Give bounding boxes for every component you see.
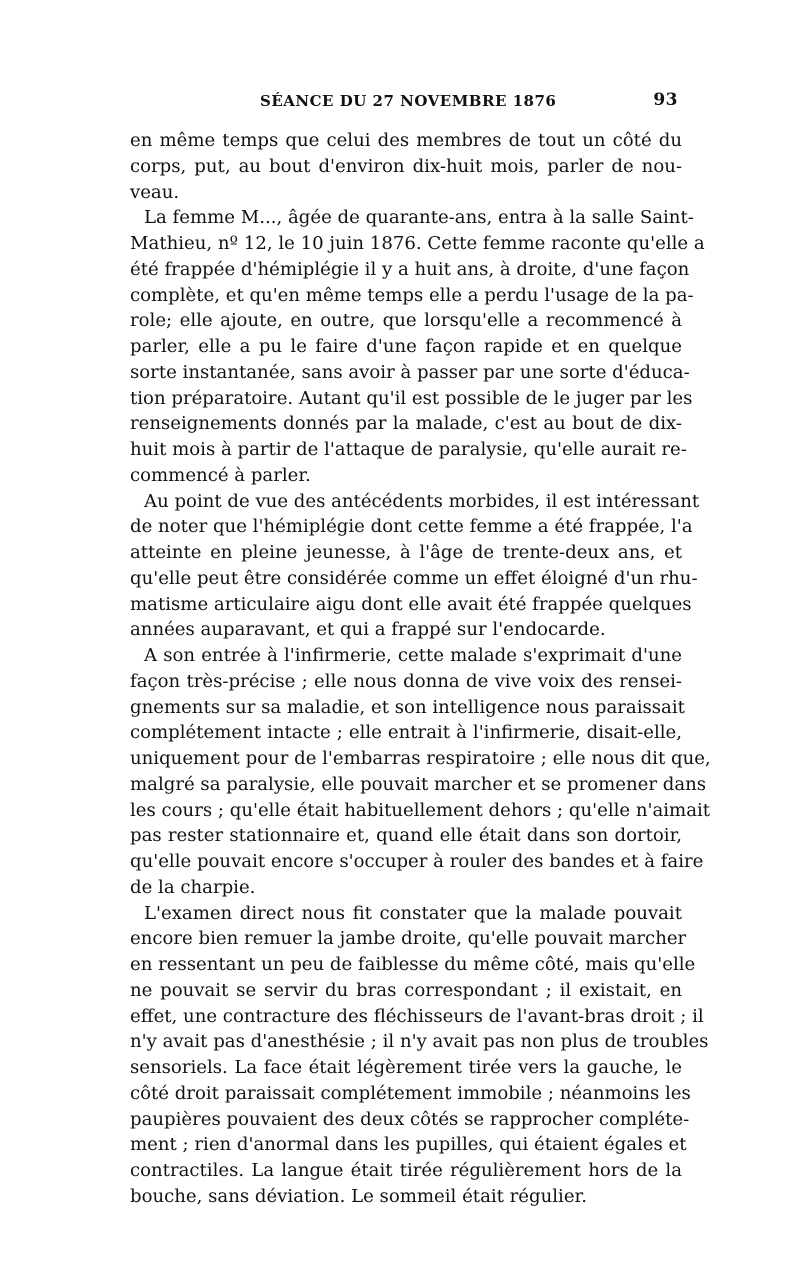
text-line: contractiles. La langue était tirée régulièrement hors de la xyxy=(130,1160,682,1181)
text-line: de la charpie. xyxy=(130,876,256,898)
text-line: été frappée d'hémiplégie il y a huit ans, à droite, d'une façon xyxy=(130,258,690,280)
text-line: pas rester stationnaire et, quand elle était dans son dortoir, xyxy=(130,825,682,847)
text-line: malgré sa paralysie, elle pouvait marcher et se promener dans xyxy=(130,773,707,795)
paragraph xyxy=(130,128,682,205)
text-line: encore bien remuer la jambe droite, qu'elle pouvait marcher xyxy=(130,928,687,950)
running-title: SÉANCE DU 27 NOVEMBRE 1876 xyxy=(260,92,557,110)
text-line: parler, elle a pu le faire d'une façon rapide et en quelque xyxy=(130,336,682,357)
paragraph xyxy=(130,205,705,488)
text-line: corps, put, au bout d'environ dix-huit mois, parler de nou- xyxy=(130,155,682,177)
text-line: tion préparatoire. Autant qu'il est possible de le juger par les xyxy=(130,387,693,409)
text-line: A son entrée à l'infirmerie, cette malade s'exprimait d'une xyxy=(144,645,682,666)
text-line: veau. xyxy=(130,181,180,203)
paragraph xyxy=(130,901,709,1210)
text-line: matisme articulaire aigu dont elle avait été frappée quelques xyxy=(130,593,692,615)
text-line: atteinte en pleine jeunesse, à l'âge de trente-deux ans, et xyxy=(130,542,682,563)
running-head xyxy=(130,92,682,122)
text-line: gnements sur sa maladie, et son intelligence nous paraissait xyxy=(130,696,685,718)
text-line: ne pouvait se servir du bras correspondant ; il existait, en xyxy=(130,979,682,1001)
text-line: complète, et qu'en même temps elle a perdu l'usage de la pa- xyxy=(130,284,694,306)
paragraph xyxy=(130,643,711,901)
text-line: Au point de vue des antécédents morbides, il est intéressant xyxy=(144,490,700,512)
text-line: côté droit paraissait complétement immobile ; néanmoins les xyxy=(130,1082,691,1104)
text-line: sensoriels. La face était légèrement tirée vers la gauche, le xyxy=(130,1057,682,1078)
text-line: La femme M..., âgée de quarante-ans, entra à la salle Saint- xyxy=(144,207,694,229)
page-number: 93 xyxy=(653,90,678,110)
text-line: Mathieu, nº 12, le 10 juin 1876. Cette femme raconte qu'elle a xyxy=(130,233,705,254)
text-line: L'examen direct nous fit constater que la malade pouvait xyxy=(144,902,682,924)
text-line: commencé à parler. xyxy=(130,464,311,486)
text-line: bouche, sans déviation. Le sommeil était régulier. xyxy=(130,1185,587,1207)
text-line: de noter que l'hémiplégie dont cette femme a été frappée, l'a xyxy=(130,516,693,538)
text-line: façon très-précise ; elle nous donna de vive voix des rensei- xyxy=(130,670,682,692)
text-line: les cours ; qu'elle était habituellement dehors ; qu'elle n'aimait xyxy=(130,799,711,821)
text-line: n'y avait pas d'anesthésie ; il n'y avait pas non plus de troubles xyxy=(130,1031,709,1053)
text-line: en ressentant un peu de faiblesse du même côté, mais qu'elle xyxy=(130,954,696,975)
text-line: role; elle ajoute, en outre, que lorsqu'elle a recommencé à xyxy=(130,310,682,332)
text-line: en même temps que celui des membres de tout un côté du xyxy=(130,130,682,151)
text-line: ment ; rien d'anormal dans les pupilles, qui étaient égales et xyxy=(130,1134,687,1156)
paragraph xyxy=(130,489,700,644)
text-line: sorte instantanée, sans avoir à passer par une sorte d'éduca- xyxy=(130,361,690,383)
text-line: qu'elle pouvait encore s'occuper à rouler des bandes et à faire xyxy=(130,851,704,872)
text-line: renseignements donnés par la malade, c'est au bout de dix- xyxy=(130,413,682,435)
body-text xyxy=(130,128,711,1210)
text-line: uniquement pour de l'embarras respiratoire ; elle nous dit que, xyxy=(130,748,711,769)
text-line: effet, une contracture des fléchisseurs de l'avant-bras droit ; il xyxy=(130,1005,704,1027)
text-line: années auparavant, et qui a frappé sur l'endocarde. xyxy=(130,619,606,641)
text-line: complétement intacte ; elle entrait à l'infirmerie, disait-elle, xyxy=(130,722,682,744)
text-line: huit mois à partir de l'attaque de paralysie, qu'elle aurait re- xyxy=(130,439,687,460)
text-line: qu'elle peut être considérée comme un effet éloigné d'un rhu- xyxy=(130,567,698,589)
text-line: paupières pouvaient des deux côtés se rapprocher compléte- xyxy=(130,1108,690,1130)
